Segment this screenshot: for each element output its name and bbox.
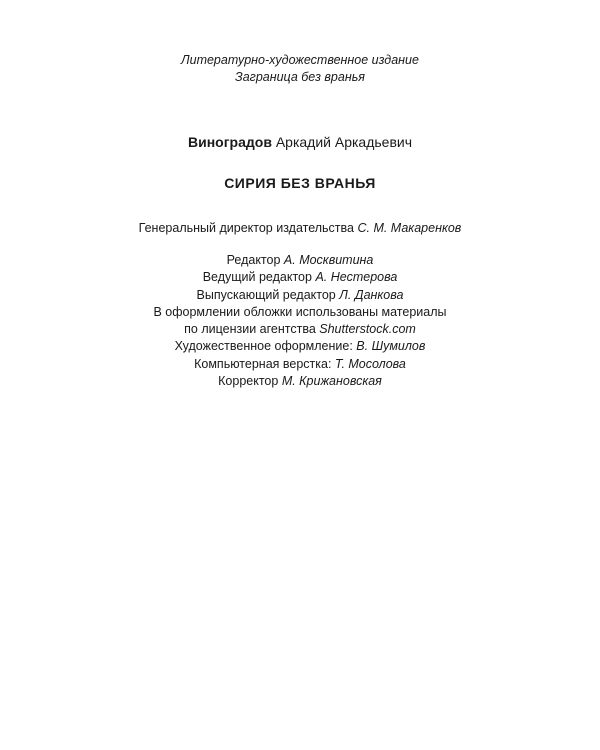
credit-line: [0, 287, 600, 304]
credit-name: В. Шумилов: [356, 339, 426, 354]
credit-role: Художественное оформление:: [174, 339, 353, 354]
credit-role: Ведущий редактор: [202, 270, 312, 285]
credit-role: по лицензии агентства: [184, 322, 316, 337]
credit-role: Выпускающий редактор: [196, 287, 336, 302]
credit-line: [0, 304, 600, 321]
credit-name: Shutterstock.com: [319, 322, 416, 337]
credit-line: [0, 252, 600, 269]
credit-line: [0, 373, 600, 390]
credit-line: [0, 321, 600, 338]
credit-role: Корректор: [218, 374, 279, 389]
credit-name: Л. Данкова: [339, 287, 404, 302]
director-role: Генеральный директор издательства: [138, 221, 354, 235]
credit-name: М. Крижановская: [281, 374, 382, 389]
credit-name: Т. Мосолова: [334, 356, 406, 371]
book-title: СИРИЯ БЕЗ ВРАНЬЯ: [224, 175, 376, 191]
credits-list: [0, 252, 600, 390]
author-given-names: Аркадий Аркадьевич: [275, 134, 413, 150]
credit-role: Редактор: [226, 253, 281, 267]
credit-line: [0, 338, 600, 355]
credit-name: А. Нестерова: [315, 270, 398, 285]
credit-line: [0, 269, 600, 286]
series-name: Заграница без вранья: [235, 70, 365, 84]
credit-role: В оформлении обложки использованы материалы: [153, 304, 447, 319]
credit-line: [0, 356, 600, 373]
edition-type: Литературно-художественное издание: [181, 53, 419, 67]
general-director: [0, 220, 600, 237]
credit-role: Компьютерная верстка:: [194, 356, 332, 371]
director-name: С. М. Макаренков: [357, 221, 462, 235]
series-info: [0, 52, 600, 86]
author-surname: Виноградов: [187, 134, 272, 150]
author-name: [0, 133, 600, 151]
credit-name: А. Москвитина: [283, 253, 374, 267]
